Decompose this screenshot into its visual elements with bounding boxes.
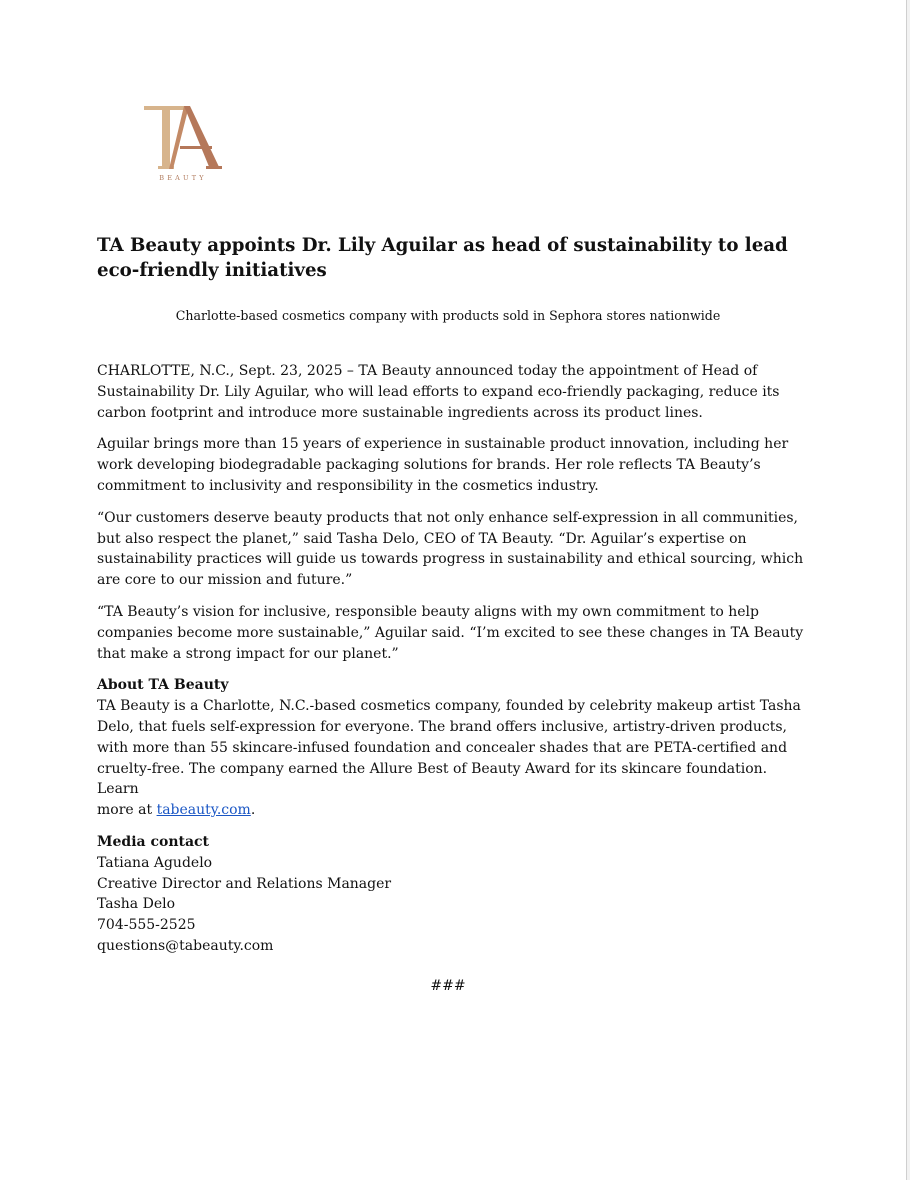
paragraph-experience [97, 434, 809, 496]
about-section [97, 675, 809, 821]
media-contact-heading: Media contact [97, 833, 210, 850]
press-release-headline [97, 234, 797, 283]
ta-beauty-logo [140, 100, 226, 186]
paragraph-line: Aguilar brings more than 15 years of experience in sustainable product innovation, including her [97, 436, 789, 453]
paragraph-line: CHARLOTTE, N.C., Sept. 23, 2025 – TA Beauty announced today the appointment of Head of [97, 363, 758, 379]
press-release-body [97, 361, 809, 968]
paragraph-line: that make a strong impact for our planet.” [97, 645, 399, 662]
contact-person: Tasha Delo [97, 896, 176, 913]
paragraph-line: work developing biodegradable packaging solutions for brands. Her role reflects TA Beauty’s [97, 457, 761, 474]
contact-phone: 704-555-2525 [97, 917, 196, 934]
paragraph-line: Sustainability Dr. Lily Aguilar, who will lead efforts to expand eco-friendly packaging, reduce its [97, 383, 780, 400]
tabeauty-website-link[interactable]: tabeauty.com [156, 802, 251, 819]
about-line: with more than 55 skincare-infused foundation and concealer shades that are PETA-certified and [97, 739, 788, 756]
paragraph-line: “Our customers deserve beauty products that not only enhance self-expression in all communities, [97, 509, 798, 526]
paragraph-aguilar-quote [97, 602, 809, 664]
headline-line-2: eco-friendly initiatives [97, 259, 327, 281]
contact-title: Creative Director and Relations Manager [97, 875, 392, 892]
paragraph-announcement [97, 361, 809, 423]
headline-line-1: TA Beauty appoints Dr. Lily Aguilar as head of sustainability to lead [97, 235, 788, 256]
paragraph-line: commitment to inclusivity and responsibility in the cosmetics industry. [97, 477, 599, 494]
end-of-release-mark: ### [430, 978, 466, 994]
about-line: cruelty-free. The company earned the Allure Best of Beauty Award for its skincare foundation. Learn [97, 760, 768, 798]
paragraph-line: are core to our mission and future.” [97, 572, 353, 589]
about-line: TA Beauty is a Charlotte, N.C.-based cosmetics company, founded by celebrity makeup artist Tasha [97, 698, 801, 715]
press-release-subheadline: Charlotte-based cosmetics company with products sold in Sephora stores nationwide [175, 308, 721, 323]
paragraph-line: companies become more sustainable,” Aguilar said. “I’m excited to see these changes in TA Beauty [97, 624, 804, 641]
paragraph-line: “TA Beauty’s vision for inclusive, responsible beauty aligns with my own commitment to help [97, 603, 759, 620]
about-link-suffix: . [250, 802, 256, 819]
paragraph-ceo-quote [97, 508, 809, 591]
about-line-last [97, 800, 809, 821]
contact-email: questions@tabeauty.com [97, 937, 274, 954]
about-line: Delo, that fuels self-expression for everyone. The brand offers inclusive, artistry-driven products, [97, 718, 787, 735]
paragraph-line: carbon footprint and introduce more sustainable ingredients across its product lines. [97, 404, 703, 421]
logo-wordmark: BEAUTY [159, 174, 207, 182]
media-contact-section [97, 832, 809, 957]
about-heading: About TA Beauty [97, 677, 229, 694]
ta-monogram-icon [140, 100, 226, 176]
about-link-prefix: more at [97, 802, 157, 819]
contact-name: Tatiana Agudelo [97, 854, 213, 871]
paragraph-line: but also respect the planet,” said Tasha Delo, CEO of TA Beauty. “Dr. Aguilar’s expertise on [97, 530, 747, 547]
paragraph-line: sustainability practices will guide us towards progress in sustainability and ethical sourcing, which [97, 551, 804, 568]
